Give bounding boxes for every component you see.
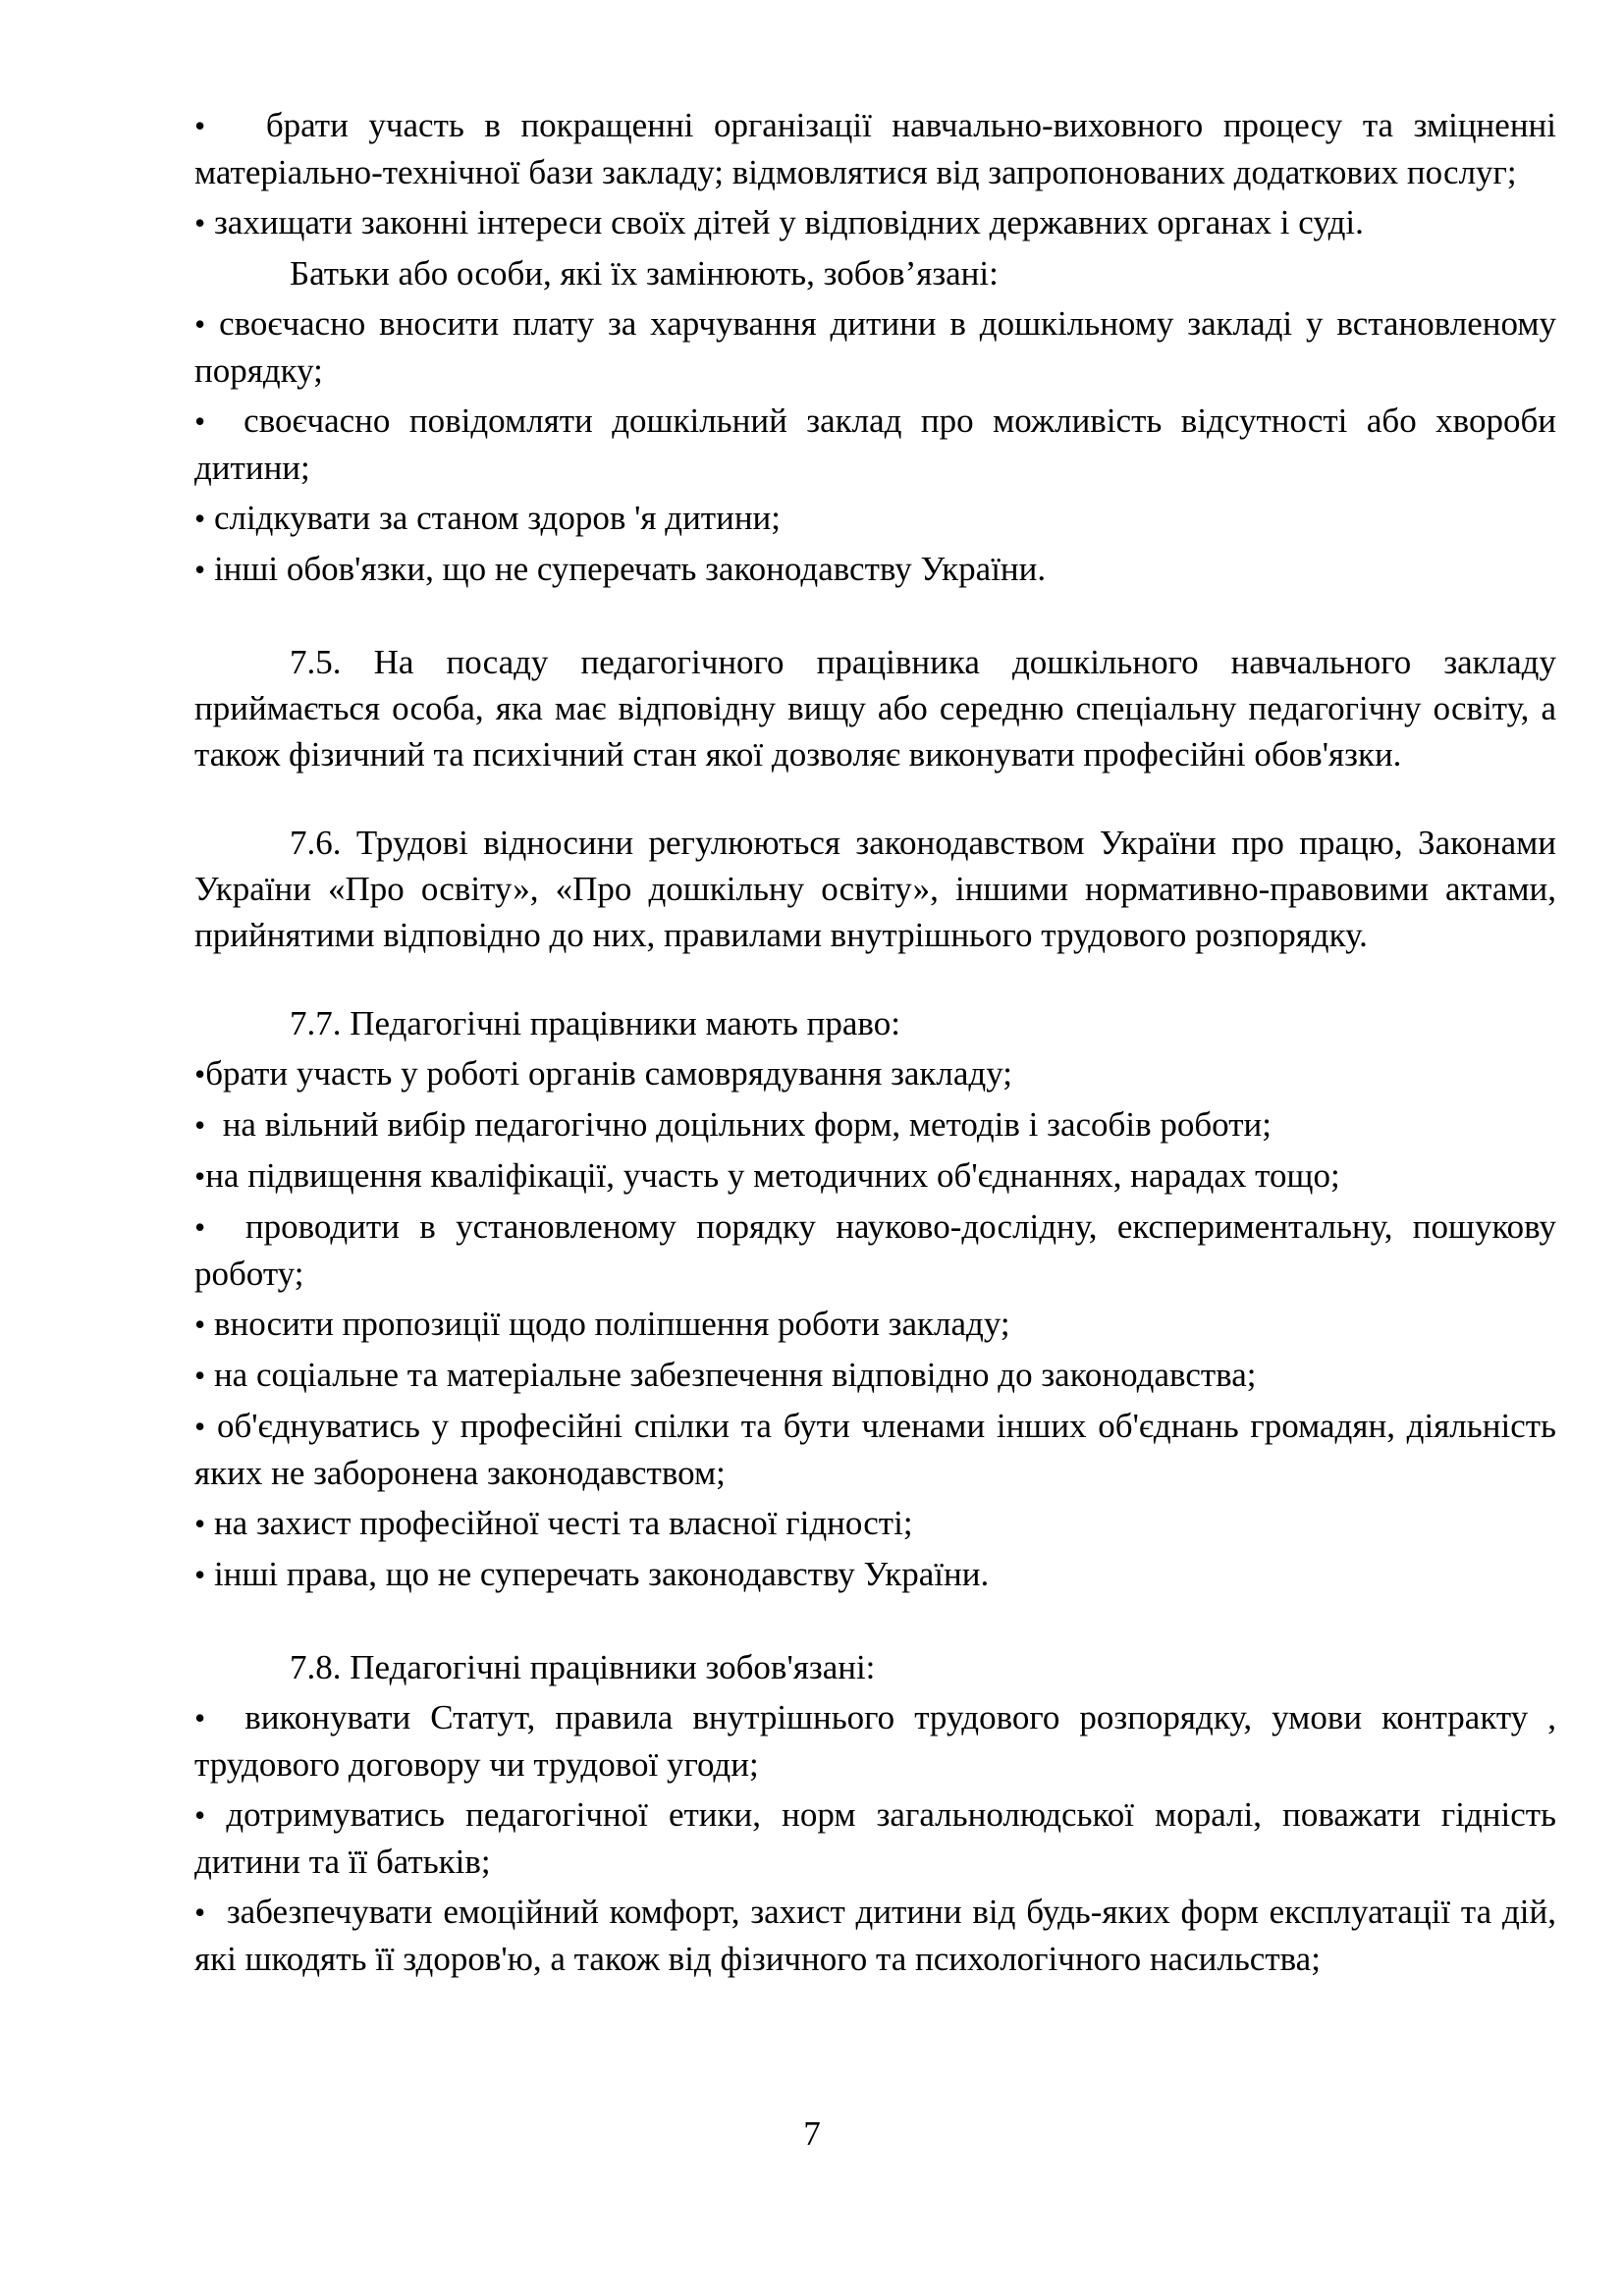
list-item — [194, 1050, 1556, 1097]
list-item-text: своєчасно повідомляти дошкільний заклад про можливість відсутності або хвороби дитини; — [194, 401, 1557, 487]
list-item — [194, 1889, 1556, 1982]
bullet-icon: • — [194, 1358, 206, 1393]
list-item — [194, 1101, 1556, 1148]
list-item-text: забезпечувати емоційний комфорт, захист дитини від будь-яких форм експлуатації та дій, які шкодять її здоров'ю, а також від фізичного та психологічного насильства; — [194, 1893, 1557, 1978]
list-item-text: дотримуватись педагогічної етики, норм загальнолюдської моралі, поважати гідність дитини та її батьків; — [194, 1795, 1557, 1881]
teacher-duties-list — [194, 1694, 1556, 1982]
bullet-icon: • — [194, 205, 206, 240]
list-item — [194, 102, 1556, 195]
list-item-text: захищати законні інтереси своїх дітей у відповідних державних органах і суді. — [213, 203, 1364, 241]
list-item — [194, 546, 1556, 593]
spacer — [194, 777, 1556, 820]
parent-duties-heading: Батьки або особи, які їх замінюють, зобов’язані: — [290, 254, 999, 293]
list-item-text: об'єднуватись у професійні спілки та бути членами інших об'єднань громадян, діяльність яких не заборонена законодавством; — [194, 1407, 1556, 1492]
list-item-text: інші права, що не суперечать законодавству України. — [213, 1555, 990, 1593]
spacer — [194, 597, 1556, 639]
list-item — [194, 1403, 1556, 1496]
bullet-icon: • — [194, 1895, 206, 1930]
list-item — [194, 1352, 1556, 1399]
parent-rights-continuation — [194, 102, 1556, 246]
bullet-icon: • — [194, 1409, 206, 1444]
bullet-icon: • — [194, 501, 206, 536]
bullet-icon: • — [194, 1209, 206, 1245]
bullet-icon: • — [194, 108, 206, 143]
list-item-text: проводити в установленому порядку науково-дослідну, експериментальну, пошукову роботу; — [194, 1207, 1557, 1293]
list-item — [194, 1203, 1556, 1297]
page-content — [194, 102, 1556, 1986]
list-item-text: на підвищення кваліфікації, участь у методичних об'єднаннях, нарадах тощо; — [205, 1156, 1340, 1195]
section-7-7-heading: 7.7. Педагогічні працівники мають право: — [290, 1004, 900, 1042]
list-item-text: своєчасно вносити плату за харчування дитини в дошкільному закладі у встановленому порядку; — [194, 304, 1556, 390]
bullet-icon: • — [194, 1107, 206, 1143]
bullet-icon: • — [194, 1557, 206, 1592]
teacher-rights-list — [194, 1050, 1556, 1598]
bullet-icon: • — [194, 1797, 206, 1833]
spacer — [194, 958, 1556, 1000]
list-item — [194, 1301, 1556, 1348]
list-item-text: виконувати Статут, правила внутрішнього трудового розпорядку, умови контракту , трудового договору чи трудової угоди; — [194, 1698, 1556, 1784]
list-item — [194, 300, 1556, 394]
page-number: 7 — [803, 2114, 821, 2153]
section-7-5-paragraph: 7.5. На посаду педагогічного працівника дошкільного навчального закладу приймається особа, яка має відповідну вищу або середню спеціальну педагогічну освіту, а також фізичний та психічний стан якої дозволяє виконувати професійні обов'язки. — [194, 643, 1556, 774]
section-7-6-paragraph: 7.6. Трудові відносини регулюються законодавством України про працю, Законами України «Про освіту», «Про дошкільну освіту», іншими нормативно-правовими актами, прийнятими відповідно до них, правилами внутрішнього трудового розпорядку. — [194, 824, 1556, 954]
list-item — [194, 1694, 1556, 1788]
list-item-text: брати участь в покращенні організації навчально-виховного процесу та зміцненні матеріально-технічної бази закладу; відмовлятися від запропонованих додаткових послуг; — [194, 106, 1557, 191]
list-item — [194, 1791, 1556, 1885]
bullet-icon: • — [194, 1700, 206, 1735]
list-item-text: вносити пропозиції щодо поліпшення роботи закладу; — [213, 1305, 1010, 1343]
bullet-icon: • — [194, 403, 206, 439]
list-item — [194, 1152, 1556, 1200]
list-item-text: інші обов'язки, що не суперечать законодавству України. — [213, 550, 1047, 588]
list-item-text: на вільний вибір педагогічно доцільних форм, методів і засобів роботи; — [222, 1105, 1272, 1144]
list-item-text: брати участь у роботі органів самоврядування закладу; — [205, 1054, 1013, 1093]
bullet-icon: • — [194, 306, 206, 342]
section-7-8-heading: 7.8. Педагогічні працівники зобов'язані: — [290, 1648, 876, 1686]
list-item — [194, 398, 1556, 491]
bullet-icon: • — [194, 1056, 206, 1092]
list-item — [194, 199, 1556, 246]
bullet-icon: • — [194, 1158, 206, 1194]
parent-duties-list — [194, 300, 1556, 593]
list-item-text: на соціальне та матеріальне забезпечення відповідно до законодавства; — [213, 1356, 1257, 1394]
list-item — [194, 1551, 1556, 1598]
bullet-icon: • — [194, 1506, 206, 1541]
list-item — [194, 1500, 1556, 1547]
bullet-icon: • — [194, 1307, 206, 1342]
list-item-text: слідкувати за станом здоров 'я дитини; — [213, 499, 782, 537]
list-item — [194, 495, 1556, 542]
bullet-icon: • — [194, 552, 206, 587]
spacer — [194, 1602, 1556, 1644]
list-item-text: на захист професійної честі та власної гідності; — [213, 1504, 913, 1542]
